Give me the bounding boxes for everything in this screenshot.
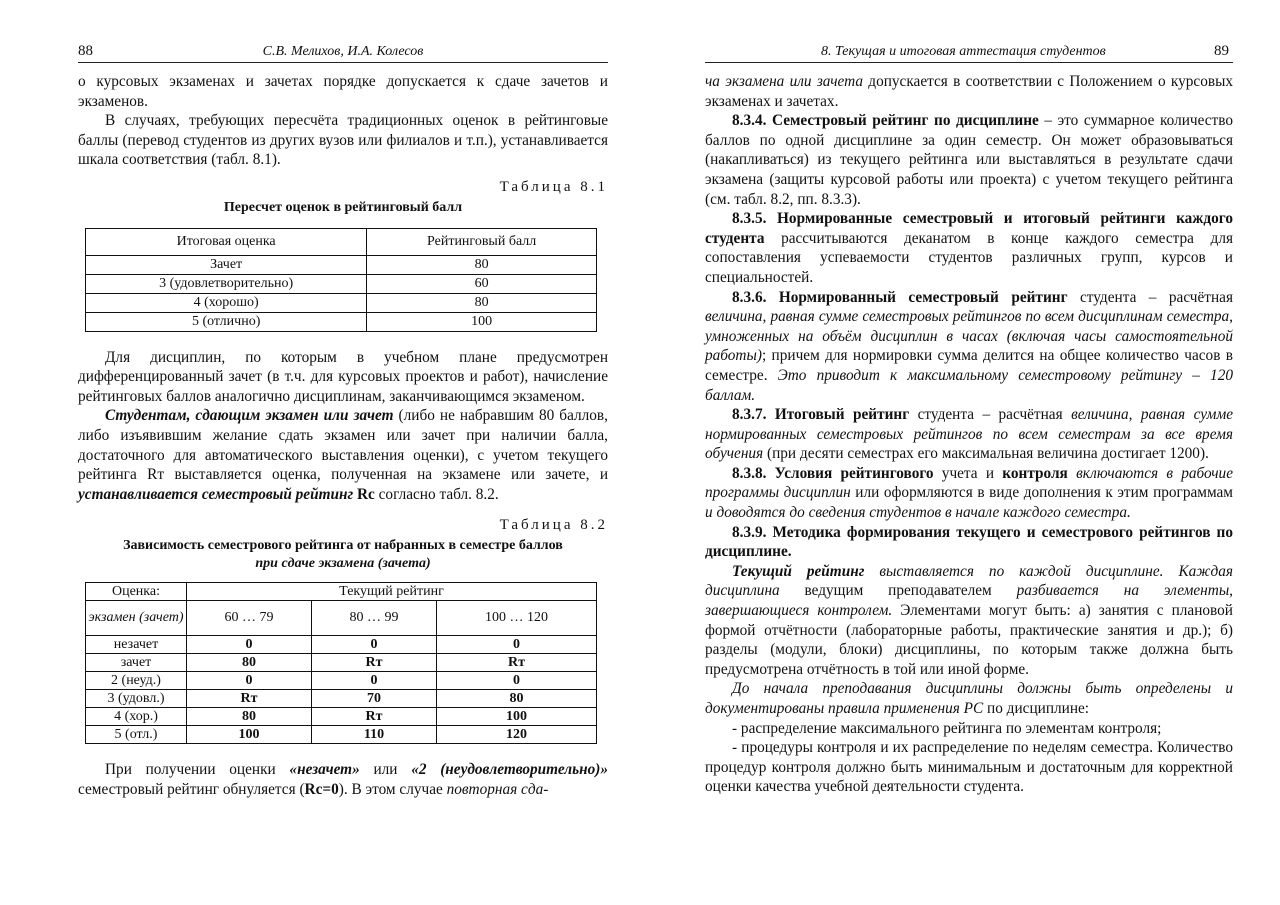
table-cell: 100	[187, 725, 312, 743]
formula-text: Rс	[353, 485, 375, 503]
body-text: – это суммарное количество баллов по одной дисциплине за один семестр. Он может образовываться (накапливаться) из текущего рейтинга или выставляться в результате сдачи экзамена (защиты курсовой работы или проекта) с учетом текущего рейтинга (см. табл. 8.2, пп. 8.3.3).	[705, 112, 1233, 208]
body-text: или	[359, 760, 412, 778]
emphasis-text: Текущий рейтинг	[732, 562, 865, 580]
table-row	[86, 274, 597, 293]
section-heading: 8.3.6. Нормированный семестровый рейтинг	[732, 288, 1068, 306]
right-running-head: 8. Текущая и итоговая аттестация студентов	[821, 44, 1106, 59]
table-header: Рейтинговый балл	[367, 228, 597, 255]
left-page	[78, 0, 608, 905]
italic-text: и доводятся до сведения студентов в начале каждого семестра.	[705, 504, 1131, 522]
table-row	[86, 653, 597, 671]
table-corner-sub: экзамен (зачет)	[86, 600, 187, 635]
table-cell: 120	[437, 725, 597, 743]
table-cell: Rт	[312, 653, 437, 671]
section-heading: 8.3.5. Нормированные семестровый и итоговый рейтинги каждого студента	[705, 210, 1233, 247]
left-paragraph-5	[78, 760, 608, 799]
left-running-head: С.В. Мелихов, И.А. Колесов	[262, 44, 424, 59]
table-row	[86, 635, 597, 653]
table-cell: 2 (неуд.)	[86, 671, 187, 689]
right-paragraph-current-rating	[705, 562, 1233, 680]
table-1-title: Пересчет оценок в рейтинговый балл	[223, 199, 463, 215]
body-text: Элементами могут быть: а) занятия с плановой формой отчётности (лабораторные работы, практические занятия и др.); б) разделы (модули, блоки) дисциплины, по которым также должна быть предусмотрена отчётность в той или иной форме.	[705, 602, 1233, 678]
section-8-3-8	[705, 464, 1233, 523]
right-paragraph-rules	[705, 679, 1233, 718]
section-heading: контроля	[1002, 464, 1068, 482]
table-corner-label: Оценка:	[86, 582, 187, 600]
table-1	[85, 228, 597, 332]
table-cell: Rт	[437, 653, 597, 671]
table-cell: 110	[312, 725, 437, 743]
table-row	[86, 228, 597, 255]
table-cell: 0	[187, 635, 312, 653]
left-paragraph-4	[78, 406, 608, 504]
table-header: 60 … 79	[187, 600, 312, 635]
italic-text: величина, равная сумме семестровых рейтингов по всем дисциплинам семестра, умноженных на объём дисциплин в часах (включая часы самостоятельной работы)	[705, 308, 1233, 365]
emphasis-text: Студентам, сдающим экзамен или зачет	[105, 407, 394, 425]
table-cell: 3 (удовл.)	[86, 689, 187, 707]
table-header: Итоговая оценка	[86, 228, 367, 255]
table-cell: 80	[367, 255, 597, 274]
table-cell: Rт	[187, 689, 312, 707]
section-8-3-4	[705, 111, 1233, 209]
right-header	[705, 42, 1233, 63]
body-text: рассчитываются деканатом в конце каждого семестра для сопоставления успеваемости студентов различных групп, курсов и специальностей.	[705, 229, 1233, 286]
table-cell: 80	[187, 653, 312, 671]
emphasis-text: «незачет»	[289, 760, 360, 778]
table-cell: 60	[367, 274, 597, 293]
table-cell: 4 (хорошо)	[86, 293, 367, 312]
left-paragraph-3: Для дисциплин, по которым в учебном плане предусмотрен дифференцированный зачет (в т.ч. для курсовых проектов и работ), начисление рейтинговых баллов аналогично дисциплинам, заканчивающимся экзаменом.	[78, 348, 608, 405]
table-row	[86, 600, 597, 635]
table-2-caption: Таблица 8.2	[499, 517, 608, 534]
left-page-number: 88	[78, 43, 93, 59]
table-cell: 70	[312, 689, 437, 707]
section-8-3-9: 8.3.9. Методика формирования текущего и семестрового рейтингов по дисциплине.	[705, 523, 1233, 561]
table-row	[86, 671, 597, 689]
body-text: согласно табл. 8.2.	[374, 485, 499, 503]
right-body	[705, 72, 1233, 797]
left-header	[78, 42, 608, 63]
left-paragraph-2: В случаях, требующих пересчёта традиционных оценок в рейтинговые баллы (перевод студентов из других вузов или филиалов и т.п.), устанавливается шкала соответствия (табл. 8.1).	[78, 112, 608, 169]
body-text: или оформляются в виде дополнения к этим программам	[850, 484, 1233, 502]
body-text: допускается в соответствии с Положением о курсовых экзаменах и зачетах.	[705, 73, 1234, 110]
table-cell: 4 (хор.)	[86, 707, 187, 725]
table-cell: 80	[367, 293, 597, 312]
table-1-caption: Таблица 8.1	[499, 178, 608, 195]
table-cell: 3 (удовлетворительно)	[86, 274, 367, 293]
table-row	[86, 707, 597, 725]
body-text: студента – расчётная	[909, 406, 1072, 424]
body-text: При получении оценки	[105, 760, 290, 778]
section-8-3-6	[705, 288, 1233, 406]
table-header: 100 … 120	[437, 600, 597, 635]
table-cell: 0	[437, 671, 597, 689]
body-text: семестровый рейтинг обнуляется (	[78, 780, 305, 798]
emphasis-text: «2 (неудовлетворительно)»	[411, 760, 608, 778]
section-heading: 8.3.4. Семестровый рейтинг по дисциплине	[732, 112, 1039, 130]
body-text: ; причем для нормировки сумма делится на общее количество часов в семестре.	[705, 347, 1233, 384]
body-text: ведущим преподавателем	[779, 582, 1017, 600]
table-cell: 0	[187, 671, 312, 689]
table-cell: 5 (отл.)	[86, 725, 187, 743]
italic-text: ча экзамена или зачета	[705, 73, 864, 90]
right-page	[705, 0, 1233, 905]
italic-text: величина, равная сумме нормированных семестровых рейтингов по всем семестрам за все время обучения	[705, 406, 1233, 463]
table-row	[86, 725, 597, 743]
table-row	[86, 582, 597, 600]
table-row	[86, 689, 597, 707]
table-cell: 80	[187, 707, 312, 725]
table-cell: 0	[312, 635, 437, 653]
body-text: учета и	[933, 464, 1003, 482]
section-heading: 8.3.8. Условия рейтингового	[732, 464, 934, 482]
table-cell: 0	[312, 671, 437, 689]
table-cell: Rт	[312, 707, 437, 725]
table-row	[86, 255, 597, 274]
table-row	[86, 293, 597, 312]
table-cell: незачет	[86, 635, 187, 653]
list-item: - распределение максимального рейтинга по элементам контроля;	[732, 719, 1162, 737]
italic-text: включаются в рабочие программы дисциплин	[705, 464, 1233, 502]
section-heading: 8.3.7. Итоговый рейтинг	[732, 406, 910, 424]
left-paragraph-1: о курсовых экзаменах и зачетах порядке допускается к сдаче зачетов и экзаменов.	[78, 73, 608, 110]
italic-text: Это приводит к максимальному семестровому рейтингу – 120 баллам.	[705, 366, 1233, 404]
table-header: 80 … 99	[312, 600, 437, 635]
italic-text: До начала преподавания дисциплины должны быть определены и документированы правила применения РС	[705, 680, 1233, 717]
table-cell: 80	[437, 689, 597, 707]
italic-text: выставляется по каждой дисциплине. Каждая дисциплина	[705, 562, 1233, 600]
table-cell: Зачет	[86, 255, 367, 274]
body-text: (при десяти семестрах его максимальная величина достигает 1200).	[763, 445, 1209, 463]
left-body	[78, 72, 608, 799]
table-row	[86, 312, 597, 331]
table-cell: 100	[367, 312, 597, 331]
table-2-subtitle: при сдаче экзамена (зачета)	[255, 555, 431, 571]
table-2	[85, 582, 597, 744]
formula-text: Rс=0	[304, 780, 339, 798]
section-8-3-5	[705, 209, 1233, 287]
table-2-title: Зависимость семестрового рейтинга от набранных в семестре баллов	[123, 537, 563, 553]
table-cell: зачет	[86, 653, 187, 671]
section-8-3-7	[705, 405, 1233, 464]
table-cell: 5 (отлично)	[86, 312, 367, 331]
right-paragraph-1	[705, 72, 1233, 111]
list-item: - процедуры контроля и их распределение по неделям семестра. Количество процедур контроля должно быть минимальным и достаточным для корректной оценки качества учебной деятельности студента.	[705, 739, 1233, 796]
italic-text: разбивается на элементы, завершающиеся контролем.	[705, 582, 1234, 620]
table-group-header: Текущий рейтинг	[187, 582, 597, 600]
table-cell: 0	[437, 635, 597, 653]
body-text: (либо не набравшим 80 баллов, либо изъявившим желание сдать экзамен или зачет при наличии балла, достаточного для автоматического выставления оценки), с учетом текущего рейтинга Rт выставляется оценка, полученная на экзамене или зачете, и	[78, 407, 608, 484]
table-cell: 100	[437, 707, 597, 725]
body-text: по дисциплине:	[983, 700, 1090, 717]
emphasis-text: устанавливается семестровый рейтинг	[78, 485, 354, 503]
body-text: ). В этом случае	[338, 780, 447, 798]
italic-text: повторная сда-	[446, 780, 549, 798]
right-page-number: 89	[1214, 43, 1229, 59]
body-text: студента – расчётная	[1067, 288, 1233, 306]
